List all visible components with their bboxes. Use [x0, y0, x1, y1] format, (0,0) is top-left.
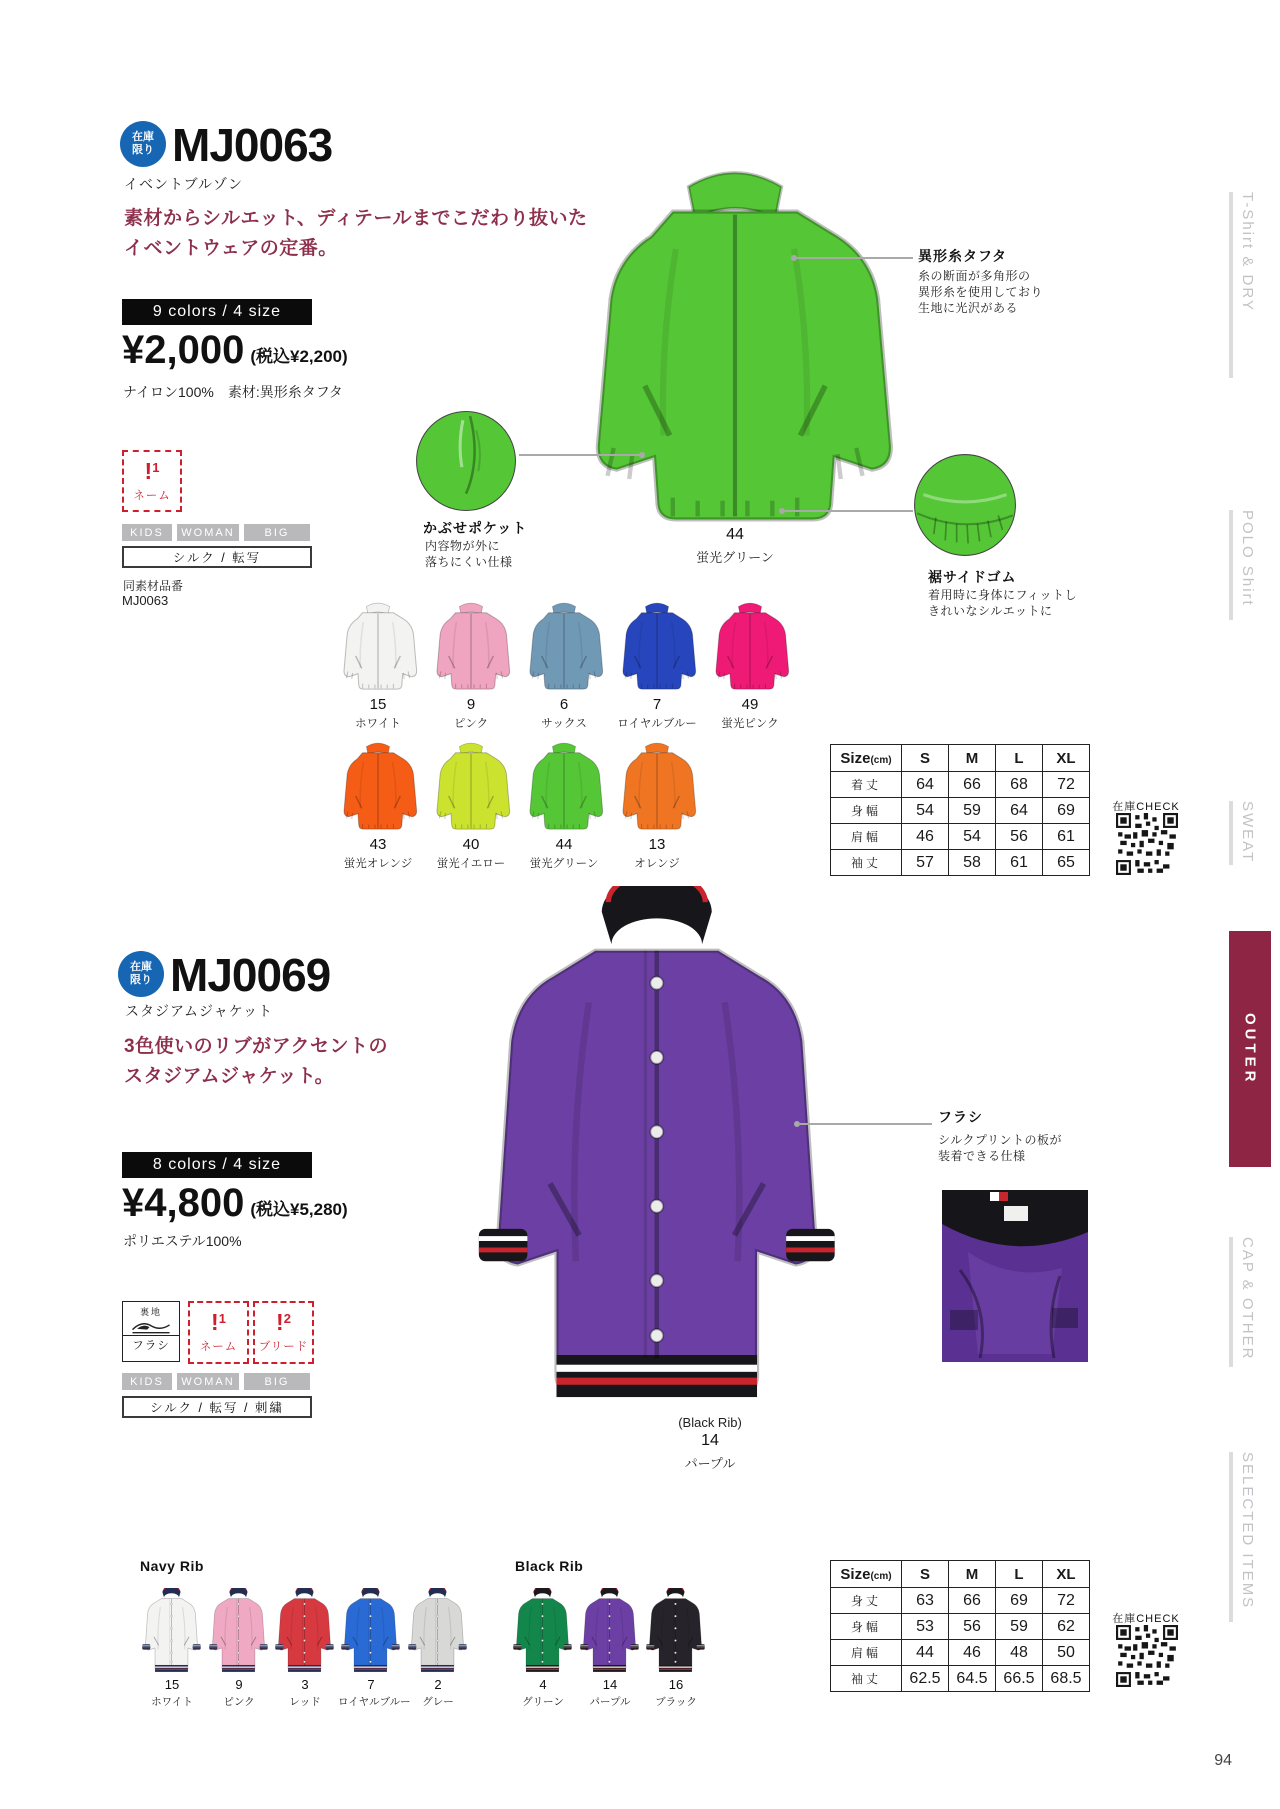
- jacket-thumb: [577, 1588, 643, 1674]
- sidebar-item-outer-active[interactable]: OUTER: [1229, 931, 1271, 1167]
- print-methods: シルク / 転写: [122, 546, 312, 568]
- hero-color-label: (Black Rib) 14 パープル: [678, 1415, 742, 1471]
- jacket-thumb: [338, 1588, 404, 1674]
- pocket-detail-photo: [415, 410, 517, 517]
- feature-title: 裾サイドゴム: [928, 569, 1017, 585]
- leader-line: [785, 510, 913, 512]
- sidebar-item-selected-items[interactable]: SELECTED ITEMS: [1229, 1452, 1256, 1622]
- hem-detail-photo: [913, 453, 1017, 562]
- leader-line: [797, 257, 913, 259]
- color-swatch: 9 ピンク: [206, 1588, 272, 1709]
- color-swatch: 40 蛍光イエロー: [430, 742, 512, 871]
- color-swatch: 15 ホワイト: [139, 1588, 205, 1709]
- tag-kids: KIDS: [122, 524, 172, 541]
- color-swatch: 16 ブラック: [643, 1588, 709, 1709]
- print-methods: シルク / 転写 / 刺繍: [122, 1396, 312, 1418]
- sidebar-item-tshirt-dry[interactable]: T-Shirt & DRY: [1229, 192, 1256, 378]
- material-note: ポリエステル100%: [123, 1233, 242, 1249]
- hero-jacket-image: [570, 168, 900, 540]
- stock-check-caption: 在庫CHECK: [1112, 801, 1180, 813]
- product-code: MJ0063: [172, 119, 333, 171]
- audience-tags: [122, 524, 310, 541]
- price: [122, 1183, 348, 1223]
- jacket-thumb: [337, 742, 419, 833]
- tag-woman: WOMAN: [177, 1373, 239, 1390]
- product-tagline: 素材からシルエット、ディテールまでこだわり抜いた: [124, 208, 588, 229]
- price-amount: ¥2,000: [122, 328, 245, 372]
- same-material-label: 同素材品番: [123, 579, 184, 593]
- size-table: Size(cm) S M L XL 身丈 63 66 69 72 身幅 53 56 59 62 肩幅 44 46 48 50 袖丈 62.5 64.5 66.5 68.5: [830, 1560, 1090, 1692]
- color-swatch: 49 蛍光ピンク: [709, 602, 791, 731]
- price-tax: (税込¥5,280): [250, 1200, 348, 1219]
- product-tagline: 3色使いのリブがアクセントの: [124, 1036, 388, 1057]
- product-name: イベントブルゾン: [124, 176, 244, 192]
- color-swatch: 9 ピンク: [430, 602, 512, 731]
- price: [122, 330, 348, 370]
- jacket-thumb: [510, 1588, 576, 1674]
- tag-kids: KIDS: [122, 1373, 172, 1390]
- sidebar-item-sweat[interactable]: SWEAT: [1229, 801, 1256, 865]
- same-material-code: MJ0063: [122, 593, 169, 608]
- color-swatch: 15 ホワイト: [337, 602, 419, 731]
- color-swatch: 7 ロイヤルブルー: [338, 1588, 404, 1709]
- stock-limited-badge: 在庫 限り: [120, 121, 166, 167]
- jacket-thumb: [430, 742, 512, 833]
- jacket-thumb: [430, 602, 512, 693]
- colors-sizes-banner: 9 colors / 4 size: [122, 299, 312, 325]
- material-note: ナイロン100% 素材:異形糸タフタ: [123, 384, 343, 400]
- hero-jacket-image: [470, 886, 850, 1415]
- jacket-thumb: [709, 602, 791, 693]
- color-swatch: 3 レッド: [272, 1588, 338, 1709]
- color-swatch: 43 蛍光オレンジ: [337, 742, 419, 871]
- leader-line: [800, 1123, 932, 1125]
- feature-desc: 内容物が外に 落ちにくい仕様: [425, 539, 513, 569]
- jacket-thumb: [616, 602, 698, 693]
- tag-woman: WOMAN: [177, 524, 239, 541]
- stock-check-qr-code: [1116, 813, 1178, 880]
- feature-title: 異形糸タフタ: [918, 248, 1008, 264]
- hero-color-label: 44 蛍光グリーン: [696, 526, 774, 565]
- feature-desc: 糸の断面が多角形の 異形糸を使用しており 生地に光沢がある: [918, 269, 1044, 315]
- product-tagline: スタジアムジャケット。: [124, 1066, 335, 1087]
- feature-desc: 着用時に身体にフィットし きれいなシルエットに: [928, 588, 1078, 618]
- fabric-wave-icon: [129, 1318, 173, 1335]
- page-number: 94: [1214, 1752, 1232, 1769]
- jacket-thumb: [337, 602, 419, 693]
- option-name-print: !$^1$ ネーム: [188, 1301, 249, 1364]
- group-label-navy-rib: Navy Rib: [140, 1558, 204, 1574]
- product-tagline: イベントウェアの定番。: [124, 238, 338, 259]
- color-swatch: 2 グレー: [405, 1588, 471, 1709]
- colors-sizes-banner: 8 colors / 4 size: [122, 1152, 312, 1178]
- color-swatch: 7 ロイヤルブルー: [616, 602, 698, 731]
- feature-title: かぶせポケット: [423, 520, 528, 536]
- stock-limited-badge: 在庫 限り: [118, 951, 164, 997]
- jacket-thumb: [139, 1588, 205, 1674]
- size-table: Size(cm) S M L XL 着丈 64 66 68 72 身幅 54 59 64 69 肩幅 46 54 56 61 袖丈 57 58 61 65: [830, 744, 1090, 876]
- audience-tags: [122, 1373, 310, 1390]
- lining-furashi-icon: 裏地 フラシ: [122, 1301, 180, 1362]
- option-name-print: !$^1$ ネーム: [122, 450, 182, 512]
- sidebar-item-polo[interactable]: POLO Shirt: [1229, 510, 1256, 620]
- jacket-thumb: [405, 1588, 471, 1674]
- group-label-black-rib: Black Rib: [515, 1558, 584, 1574]
- tag-big: BIG: [244, 524, 310, 541]
- jacket-thumb: [643, 1588, 709, 1674]
- color-swatch: 6 サックス: [523, 602, 605, 731]
- product-code: MJ0069: [170, 949, 331, 1001]
- color-swatch: 14 パープル: [577, 1588, 643, 1709]
- jacket-thumb: [523, 742, 605, 833]
- sidebar-item-cap-other[interactable]: CAP & OTHER: [1229, 1237, 1256, 1367]
- color-swatch: 4 グリーン: [510, 1588, 576, 1709]
- tag-big: BIG: [244, 1373, 310, 1390]
- lining-detail-photo: [940, 1190, 1090, 1370]
- price-amount: ¥4,800: [122, 1181, 245, 1225]
- price-tax: (税込¥2,200): [250, 347, 348, 366]
- jacket-thumb: [616, 742, 698, 833]
- feature-title: フラシ: [938, 1109, 983, 1125]
- jacket-thumb: [206, 1588, 272, 1674]
- color-swatch: 13 オレンジ: [616, 742, 698, 871]
- jacket-thumb: [272, 1588, 338, 1674]
- stock-check-qr-code: [1116, 1625, 1178, 1692]
- jacket-thumb: [523, 602, 605, 693]
- leader-line: [519, 454, 641, 456]
- option-bleed: !$^2$ ブリード: [253, 1301, 314, 1364]
- color-swatch: 44 蛍光グリーン: [523, 742, 605, 871]
- product-name: スタジアムジャケット: [125, 1003, 274, 1019]
- stock-check-caption: 在庫CHECK: [1112, 1613, 1180, 1625]
- feature-desc: シルクプリントの板が 装着できる仕様: [938, 1133, 1062, 1163]
